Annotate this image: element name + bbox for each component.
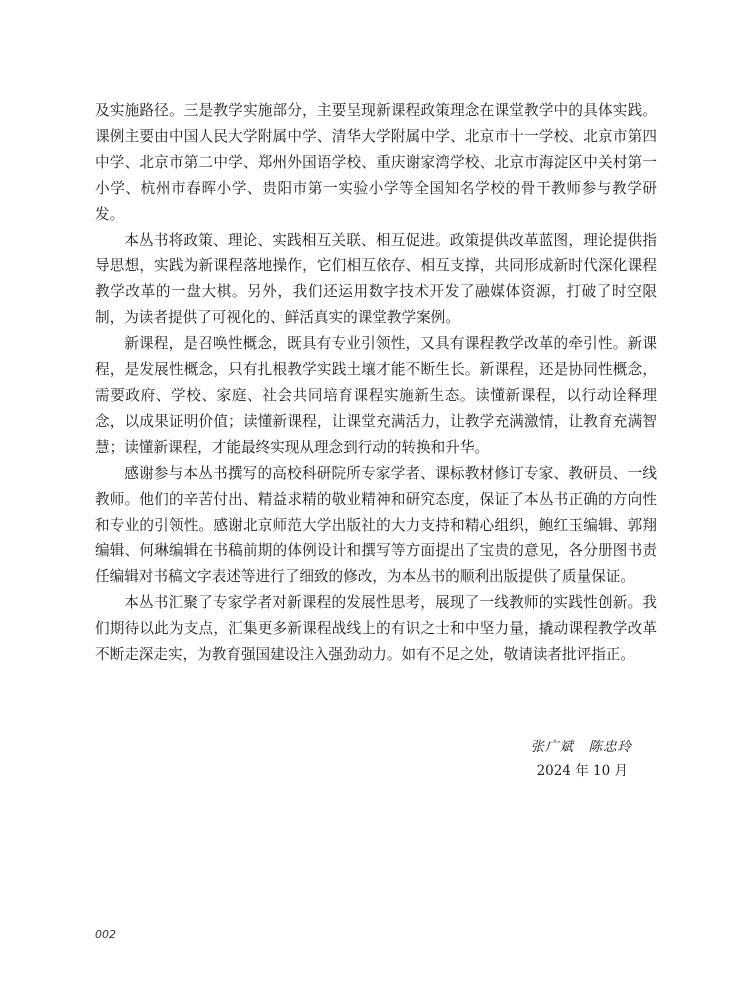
paragraph: 本丛书汇聚了专家学者对新课程的发展性思考，展现了一线教师的实践性创新。我们期待以此为支点，汇集更多新课程战线上的有识之士和中坚力量，撬动课程教学改革不断走深走实，为教育强国建设注入强劲动力。如有不足之处，敬请读者批评指正。 <box>95 594 657 664</box>
paragraph: 感谢参与本丛书撰写的高校科研院所专家学者、课标教材修订专家、教研员、一线教师。他们的辛苦付出、精益求精的敬业精神和研究态度，保证了本丛书正确的方向性和专业的引领性。感谢北京师范大学出版社的大力支持和精心组织，鲍红玉编辑、郭翔编辑、何琳编辑在书稿前期的体例设计和撰写等方面提出了宝贵的意见，各分册图书责任编辑对书稿文字表述等进行了细致的修改，为本丛书的顺利出版提供了质量保证。 <box>95 464 657 586</box>
paragraph: 新课程，是召唤性概念，既具有专业引领性，又具有课程教学改革的牵引性。新课程，是发展性概念，只有扎根教学实践土壤才能不断生长。新课程，还是协同性概念，需要政府、学校、家庭、社会共同培育课程实施新生态。读懂新课程，以行动诠释理念，以成果证明价值；读懂新课程，让课堂充满活力，让教学充满激情，让教育充满智慧；读懂新课程，才能最终实现从理念到行动的转换和升华。 <box>95 335 657 456</box>
body-text <box>95 98 657 668</box>
author-names: 张广斌 陈忠玲 <box>530 739 632 755</box>
page-number: 002 <box>95 928 116 941</box>
signature-date: 2024 年 10 月 <box>536 763 628 779</box>
paragraph-continued: 及实施路径。三是教学实施部分，主要呈现新课程政策理念在课堂教学中的具体实践。课例主要由中国人民大学附属中学、清华大学附属中学、北京市十一学校、北京市第四中学、北京市第二中学、郑州外国语学校、重庆谢家湾学校、北京市海淀区中关村第一小学、杭州市春晖小学、贵阳市第一实验小学等全国知名学校的骨干教师参与教学研发。 <box>95 102 657 223</box>
signature-block <box>531 735 633 783</box>
paragraph: 本丛书将政策、理论、实践相互关联、相互促进。政策提供改革蓝图，理论提供指导思想，实践为新课程落地操作，它们相互依存、相互支撑，共同形成新时代深化课程教学改革的一盘大棋。另外，我们还运用数字技术开发了融媒体资源，打破了时空限制，为读者提供了可视化的、鲜活真实的课堂教学案例。 <box>95 231 657 327</box>
